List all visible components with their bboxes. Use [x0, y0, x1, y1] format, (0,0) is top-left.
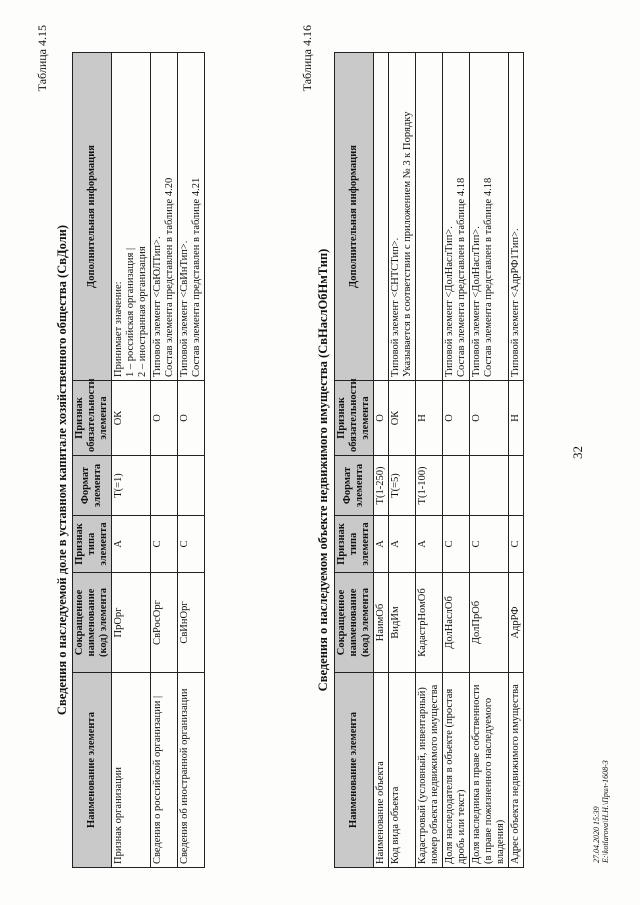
data-table	[334, 52, 524, 868]
info-line: Типовой элемент <СвЮЛТип>.	[152, 236, 163, 377]
element-required-cell: О	[374, 381, 389, 456]
element-info-cell	[470, 53, 509, 381]
element-format-cell: Т(1-250)	[374, 456, 389, 516]
element-format-cell: Т(=5)	[389, 456, 416, 516]
element-name-cell: Сведения о российской организации |	[151, 673, 178, 868]
element-required-cell: Н	[509, 381, 524, 456]
element-format-cell: Т(=1)	[112, 456, 151, 516]
column-header: Формат элемента	[73, 456, 112, 516]
element-code-cell: СвРосОрг	[151, 573, 178, 673]
element-info-cell	[416, 53, 443, 381]
element-type-cell: С	[509, 516, 524, 573]
info-line: Указывается в соответствии с приложением № 3 к Порядку	[402, 111, 413, 377]
column-header: Дополнительная информация	[73, 53, 112, 381]
element-code-cell: ВидИм	[389, 573, 416, 673]
element-code-cell: ПрОрг	[112, 573, 151, 673]
table-row	[151, 53, 178, 868]
column-header: Наименование элемента	[335, 673, 374, 868]
info-line: Состав элемента представлен в таблице 4.20	[164, 177, 175, 377]
element-type-cell: С	[470, 516, 509, 573]
element-name-cell: Признак организации	[112, 673, 151, 868]
column-header: Наименование элемента	[73, 673, 112, 868]
info-line: Принимает значение:	[113, 281, 124, 377]
element-info-cell	[374, 53, 389, 381]
column-header: Признак обязательности элемента	[73, 381, 112, 456]
element-type-cell: А	[112, 516, 151, 573]
table-row	[509, 53, 524, 868]
table-row	[470, 53, 509, 868]
info-line: 1 – российская организация |	[125, 247, 136, 377]
element-name-cell: Доля наследодателя в объекте (простая дробь или текст)	[443, 673, 470, 868]
element-required-cell: О	[178, 381, 205, 456]
element-code-cell: ДолНаслОб	[443, 573, 470, 673]
column-header: Дополнительная информация	[335, 53, 374, 381]
table-row	[389, 53, 416, 868]
info-line: Типовой элемент <ДолНаслТип>.	[471, 226, 482, 377]
table-title: Сведения о наследуемом объекте недвижимого имущества (СвНаслОбНмТип)	[316, 248, 330, 692]
element-info-cell	[389, 53, 416, 381]
element-type-cell: С	[178, 516, 205, 573]
info-line: Типовой элемент <СвИнТип>.	[179, 240, 190, 377]
element-format-cell	[178, 456, 205, 516]
info-line: 2 – иностранная организация	[137, 246, 148, 377]
info-line: Состав элемента представлен в таблице 4.18	[456, 177, 467, 377]
element-code-cell: АдрРФ	[509, 573, 524, 673]
table-row	[374, 53, 389, 868]
info-line: Состав элемента представлен в таблице 4.21	[191, 177, 202, 377]
element-required-cell: О	[470, 381, 509, 456]
column-header: Признак типа элемента	[73, 516, 112, 573]
element-required-cell: ОК	[389, 381, 416, 456]
element-format-cell	[509, 456, 524, 516]
element-format-cell	[443, 456, 470, 516]
page-number: 32	[570, 446, 585, 459]
element-code-cell: ДолПрОб	[470, 573, 509, 673]
column-header: Сокращенное наименование (код) элемента	[73, 573, 112, 673]
element-format-cell	[151, 456, 178, 516]
element-format-cell: Т(1-100)	[416, 456, 443, 516]
table-label: Таблица 4.15	[35, 25, 49, 92]
element-required-cell: О	[443, 381, 470, 456]
column-header: Признак обязательности элемента	[335, 381, 374, 456]
header-row	[335, 53, 374, 868]
table-row	[416, 53, 443, 868]
element-info-cell	[112, 53, 151, 381]
column-header: Сокращенное наименование (код) элемента	[335, 573, 374, 673]
footer-note	[592, 663, 610, 863]
element-name-cell: Кадастровый (условный, инвентарный) номер объекта недвижимого имущества	[416, 673, 443, 868]
element-info-cell	[443, 53, 470, 381]
element-name-cell: Сведения об иностранной организации	[178, 673, 205, 868]
table-row	[178, 53, 205, 868]
element-format-cell	[470, 456, 509, 516]
info-line: Состав элемента представлен в таблице 4.18	[483, 177, 494, 377]
column-header: Признак типа элемента	[335, 516, 374, 573]
footer-path: Е:\kotlarova\Н.Н.\Прил-1608-3	[601, 760, 610, 863]
element-info-cell	[178, 53, 205, 381]
footer-timestamp: 27.04.2020 15:39	[592, 806, 601, 863]
element-type-cell: А	[374, 516, 389, 573]
element-code-cell: КадастрНомОб	[416, 573, 443, 673]
column-header: Формат элемента	[335, 456, 374, 516]
table-label: Таблица 4.16	[300, 25, 314, 92]
element-name-cell: Адрес объекта недвижимого имущества	[509, 673, 524, 868]
data-table	[72, 52, 205, 868]
element-type-cell: С	[151, 516, 178, 573]
element-type-cell: А	[416, 516, 443, 573]
element-name-cell: Наименование объекта	[374, 673, 389, 868]
element-required-cell: ОК	[112, 381, 151, 456]
table-row	[112, 53, 151, 868]
info-line: Типовой элемент <ДолНаслТип>.	[444, 226, 455, 377]
element-info-cell	[509, 53, 524, 381]
element-name-cell: Код вида объекта	[389, 673, 416, 868]
element-type-cell: С	[443, 516, 470, 573]
element-required-cell: О	[151, 381, 178, 456]
element-code-cell: СвИнОрг	[178, 573, 205, 673]
element-name-cell: Доля наследника в праве собственности (в праве пожизненного наследуемого владения)	[470, 673, 509, 868]
element-code-cell: НаимОб	[374, 573, 389, 673]
info-line: Типовой элемент <СНТСТип>.	[390, 237, 401, 377]
table-row	[443, 53, 470, 868]
element-info-cell	[151, 53, 178, 381]
element-type-cell: А	[389, 516, 416, 573]
table-title: Сведения о наследуемой доле в уставном капитале хозяйственного общества (СвДоли)	[55, 224, 69, 716]
header-row	[73, 53, 112, 868]
element-required-cell: Н	[416, 381, 443, 456]
info-line: Типовой элемент <АдрРФ1Тип>.	[510, 228, 521, 377]
